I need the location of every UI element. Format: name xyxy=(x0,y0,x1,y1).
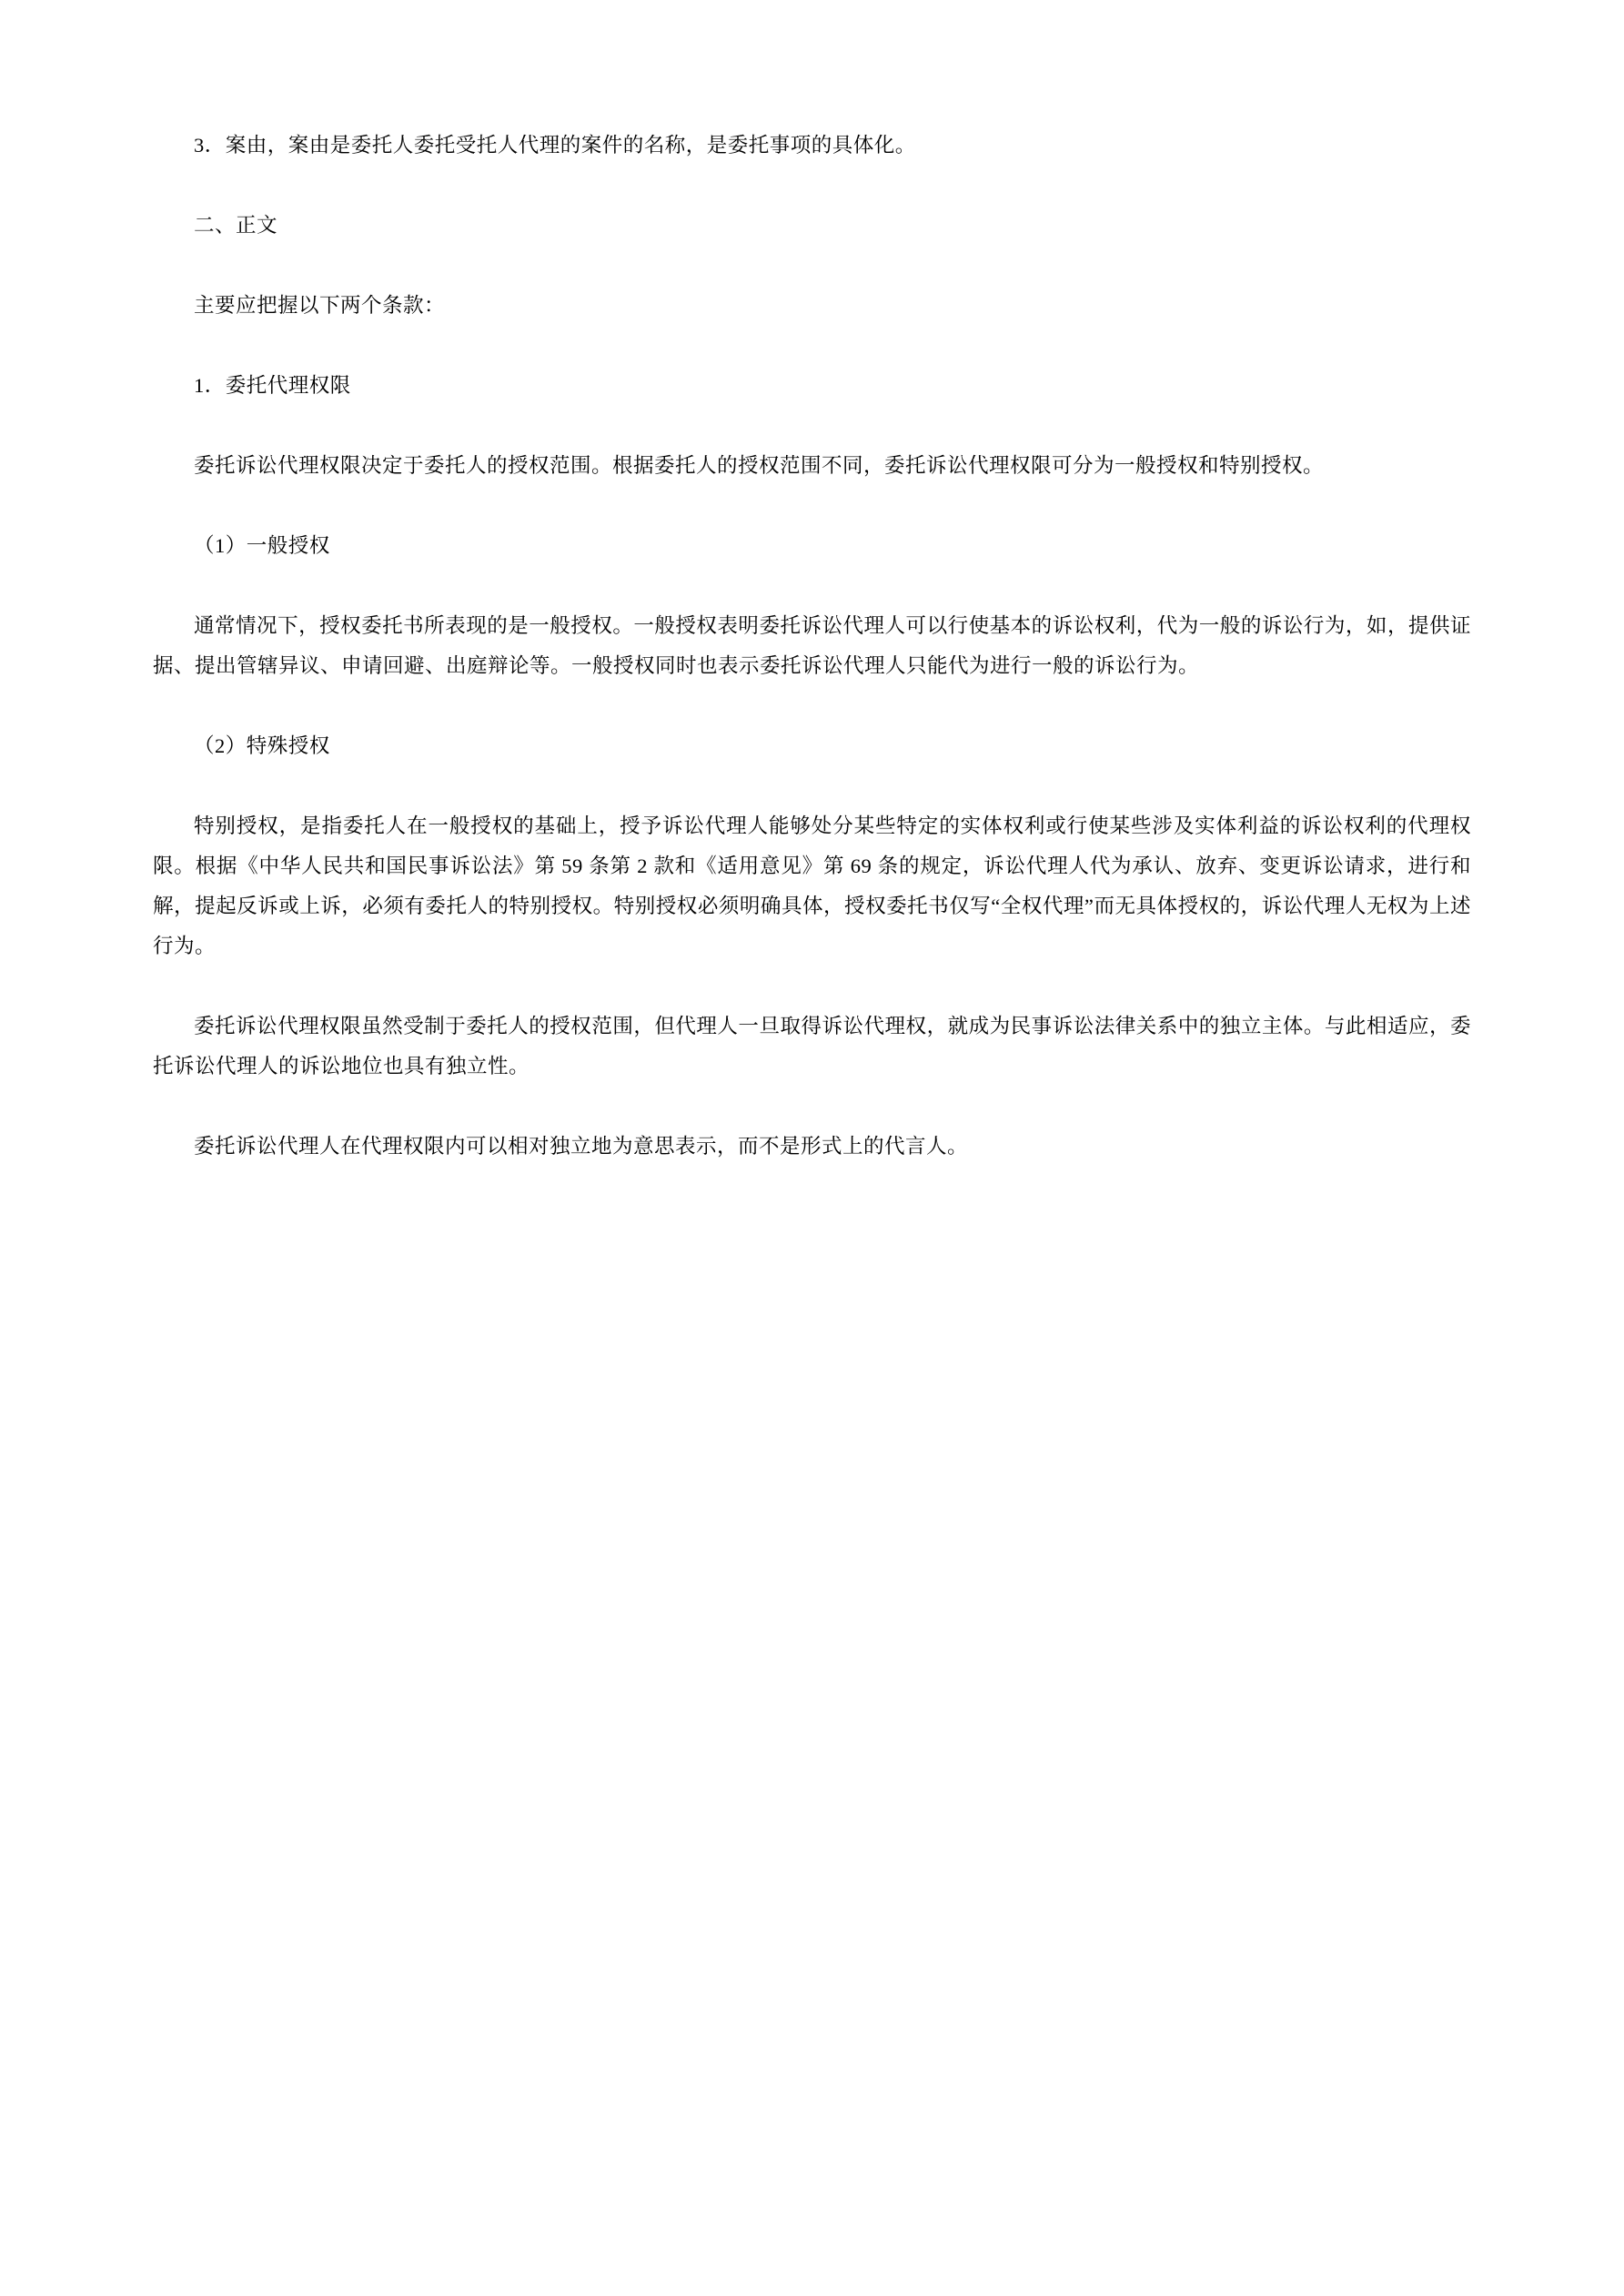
paragraph-special-authorization-detail: 特别授权，是指委托人在一般授权的基础上，授予诉讼代理人能够处分某些特定的实体权利或行使某些涉及实体利益的诉讼权利的代理权限。根据《中华人民共和国民事诉讼法》第 59 条第 2 款和《适用意见》第 69 条的规定，诉讼代理人代为承认、放弃、变更诉讼请求，进行和解，提起反诉或上诉，必须有委托人的特别授权。特别授权必须明确具体，授权委托书仅写“全权代理”而无具体授权的，诉讼代理人无权为上述行为。 xyxy=(153,814,1471,957)
heading-item-one-agency-authority: 1．委托代理权限 xyxy=(194,374,351,397)
paragraph-agency-authority-scope: 委托诉讼代理权限决定于委托人的授权范围。根据委托人的授权范围不同，委托诉讼代理权限可分为一般授权和特别授权。 xyxy=(194,454,1325,477)
paragraph-agent-expression: 委托诉讼代理人在代理权限内可以相对独立地为意思表示，而不是形式上的代言人。 xyxy=(194,1135,969,1158)
heading-general-authorization: （1）一般授权 xyxy=(194,534,330,557)
paragraph-intro-clauses: 主要应把握以下两个条款： xyxy=(194,294,446,317)
paragraph-agency-independence: 委托诉讼代理权限虽然受制于委托人的授权范围，但代理人一旦取得诉讼代理权，就成为民事诉讼法律关系中的独立主体。与此相适应，委托诉讼代理人的诉讼地位也具有独立性。 xyxy=(153,1015,1471,1077)
heading-section-two-body: 二、正文 xyxy=(194,214,278,237)
paragraph-general-authorization-detail: 通常情况下，授权委托书所表现的是一般授权。一般授权表明委托诉讼代理人可以行使基本的诉讼权利，代为一般的诉讼行为，如，提供证据、提出管辖异议、申请回避、出庭辩论等。一般授权同时也表示委托诉讼代理人只能代为进行一般的诉讼行为。 xyxy=(153,614,1471,677)
heading-special-authorization: （2）特殊授权 xyxy=(194,734,330,757)
paragraph-case-cause: 3．案由，案由是委托人委托受托人代理的案件的名称，是委托事项的具体化。 xyxy=(194,134,916,157)
